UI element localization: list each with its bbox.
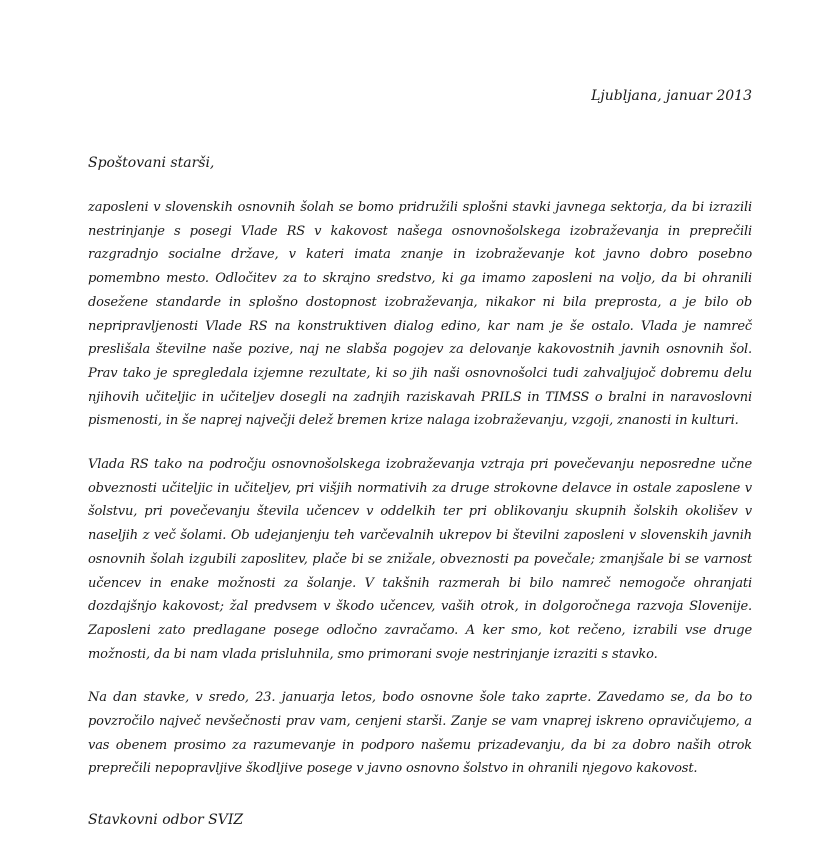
paragraph-strike-day: Na dan stavke, v sredo, 23. januarja letos, bodo osnovne šole tako zaprte. Zavedamo se, da bo to povzročilo največ nevšečnosti prav vam, cenjeni starši. Zanje se vam vnaprej iskreno opravičujemo, a vas obenem prosimo za razumevanje in podporo našemu prizadevanju, da bi za dobro naših otrok preprečili nepopravljive škodljive posege v javno osnovno šolstvo in ohranili njegovo kakovost. — [88, 690, 752, 777]
paragraph-government-measures: Vlada RS tako na področju osnovnošolskega izobraževanja vztraja pri povečevanju neposredne učne obveznosti učiteljic in učiteljev, pri višjih normativih za druge strokovne delavce in ostale zaposlene v šolstvu, pri povečevanju števila učencev v oddelkih ter pri oblikovanju skupnih šolskih okolišev v naseljih z več šolami. Ob udejanjenju teh varčevalnih ukrepov bi številni zaposleni v slovenskih javnih osnovnih šolah izgubili zaposlitev, plače bi se znižale, obveznosti pa povečale; zmanjšale bi se varnost učencev in enake možnosti za šolanje. V takšnih razmerah bi bilo namreč nemogoče ohranjati dozdajšnjo kakovost; žal predvsem v škodo učencev, vaših otrok, in dolgoročnega razvoja Slovenije. Zaposleni zato predlagane posege odločno zavračamo. A ker smo, kot rečeno, izrabili vse druge možnosti, da bi nam vlada prisluhnila, smo primorani svoje nestrinjanje izraziti s stavko. — [88, 457, 752, 662]
signature: Stavkovni odbor SVIZ — [88, 812, 244, 828]
letter-body — [88, 196, 752, 801]
dateline: Ljubljana, januar 2013 — [591, 88, 752, 104]
paragraph-strike-announcement: zaposleni v slovenskih osnovnih šolah se bomo pridružili splošni stavki javnega sektorja, da bi izrazili nestrinjanje s posegi Vlade RS v kakovost našega osnovnošolskega izobraževanja in preprečili razgradnjo socialne države, v kateri imata znanje in izobraževanje kot javno dobro posebno pomembno mesto. Odločitev za to skrajno sredstvo, ki ga imamo zaposleni na voljo, da bi ohranili dosežene standarde in splošno dostopnost izobraževanja, nikakor ni bila preprosta, a je bilo ob nepripravljenosti Vlade RS na konstruktiven dialog edino, kar nam je še ostalo. Vlada je namreč preslišala številne naše pozive, naj ne slabša pogojev za delovanje kakovostnih javnih osnovnih šol. Prav tako je spregledala izjemne rezultate, ki so jih naši osnovnošolci tudi zahvaljujoč dobremu delu njihovih učiteljic in učiteljev dosegli na zadnjih raziskavah PRILS in TIMSS o bralni in naravoslovni pismenosti, in še naprej največji delež bremen krize nalaga izobraževanju, vzgoji, znanosti in kulturi. — [88, 200, 752, 429]
salutation: Spoštovani starši, — [88, 155, 215, 171]
